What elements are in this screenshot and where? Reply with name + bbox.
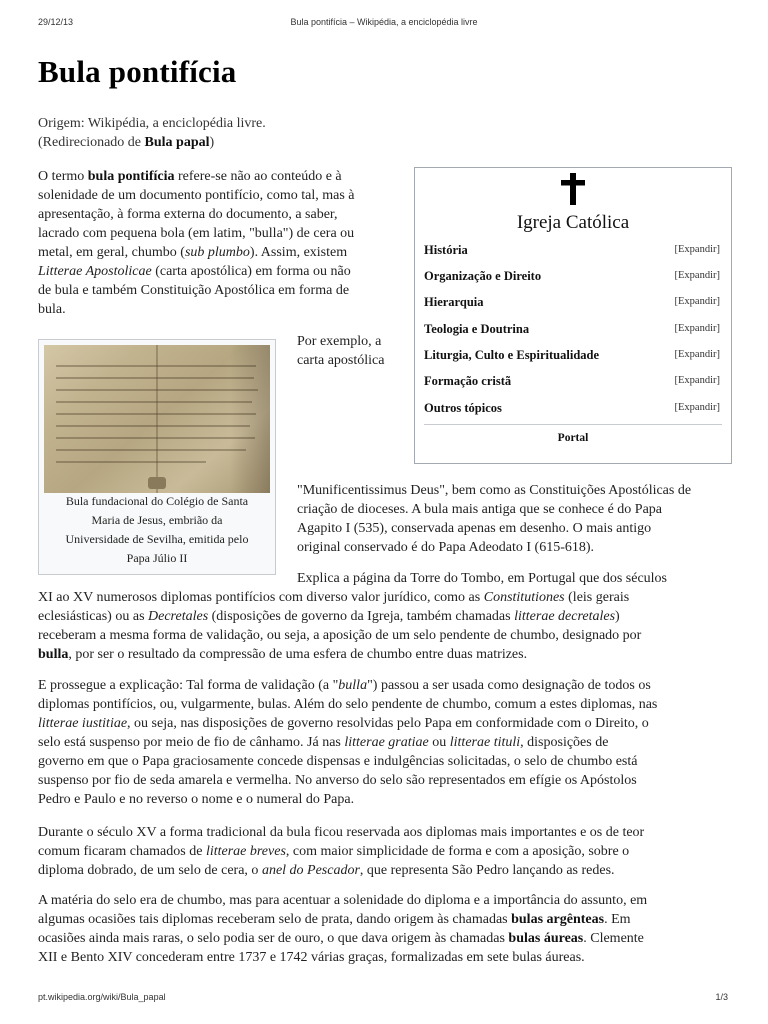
infobox-row-label[interactable]: Teologia e Doutrina (424, 322, 530, 336)
infobox-row-label[interactable]: Outros tópicos (424, 401, 502, 415)
print-header (0, 17, 768, 31)
infobox-row-outros (424, 396, 720, 422)
munificentissimus-paragraph: "Munificentissimus Deus", bem como as Constituições Apostólicas de criação de dioceses. A bula mais antiga que se conhece é do Papa Agapito I (535), conservada apenas em desenho. O mais antigo original conservado é do Papa Adeodato I (615-618). (297, 483, 692, 555)
redirect-link[interactable]: Bula papal (144, 135, 210, 150)
print-page-number: 1/3 (715, 992, 728, 1002)
print-footer (0, 992, 768, 1006)
infobox-row-label[interactable]: Liturgia, Culto e Espiritualidade (424, 348, 600, 362)
infobox-row-label[interactable]: Organização e Direito (424, 269, 542, 283)
portal-link[interactable]: Portal (557, 432, 589, 444)
infobox-row-label[interactable]: Formação cristã (424, 374, 512, 388)
print-title: Bula pontifícia – Wikipédia, a enciclopédia livre (290, 17, 478, 27)
print-date: 29/12/13 (38, 17, 74, 27)
materia-do-selo-paragraph: A matéria do selo era de chumbo, mas para acentuar a solenidade do diploma e a importância do assunto, em algumas ocasiões tais diplomas receberam selo de prata, dando origem às chamadas bulas argênteas. Em ocasiões ainda mais raras, o selo podia ser de ouro, o que dava origem às chamadas bulas áureas. Clemente XII e Bento XIV concederam entre 1737 e 1742 várias graças, formalizadas em sete bulas áureas. (38, 893, 648, 965)
bula-image-thumbnail (38, 339, 276, 575)
infobox-row-label[interactable]: História (424, 243, 468, 257)
infobox-row-historia (424, 238, 720, 264)
seculo-xv-paragraph: Durante o século XV a forma tradicional da bula ficou reservada aos diplomas mais importantes e os de teor comum ficaram chamados de litterae breves, com maior simplicidade de forma e com a aposição, sobre o diploma dobrado, de um selo de cera, o anel do Pescador, que representa São Pedro lançando as redes. (38, 825, 645, 878)
infobox-row-label[interactable]: Hierarquia (424, 295, 484, 309)
infobox-row-teologia (424, 317, 720, 343)
article-origin (38, 114, 266, 152)
infobox-row-organizacao (424, 264, 720, 290)
link-anel-do-pescador[interactable]: anel do Pescador (261, 863, 360, 878)
catholic-church-infobox (414, 167, 732, 464)
intro-paragraph: O termo bula pontifícia refere-se não ao conteúdo e à solenidade de um documento pontifício, como tal, mas à apresentação, à forma externa do documento, a saber, lacrado com pequena bola (em latim, "bulla") de cera ou metal, em geral, chumbo (sub plumbo). Assim, existem Litterae Apostolicae (carta apostólica) em forma ou não de bula e também Constituição Apostólica em forma de bula. (38, 169, 355, 317)
infobox-title: Igreja Católica (516, 212, 630, 233)
page-title: Bula pontifícia (38, 54, 237, 89)
expand-link[interactable]: [Expandir] (674, 375, 720, 386)
example-text: Por exemplo, a carta apostólica (297, 334, 385, 368)
latin-cross-icon (415, 172, 731, 211)
infobox-divider (424, 424, 722, 425)
torre-do-tombo-paragraph: Explica a página da Torre do Tombo, em Portugal que dos séculos XI ao XV numerosos diplomas pontifícios com diverso valor jurídico, como as Constitutiones (leis gerais eclesiásticas) ou as Decretales (disposições de governo da Igreja, também chamadas litterae decretales) receberam a mesma forma de validação, ou seja, a aposição de um selo pendente de chumbo, designado por bulla, por ser o resultado da compressão de uma esfera de chumbo entre duas matrizes. (38, 571, 667, 662)
infobox-row-liturgia (424, 343, 720, 369)
origin-text: Origem: Wikipédia, a enciclopédia livre. (38, 116, 266, 131)
expand-link[interactable]: [Expandir] (674, 296, 720, 307)
expand-link[interactable]: [Expandir] (674, 270, 720, 281)
image-caption: Bula fundacional do Colégio de Santa Maria de Jesus, embrião da Universidade de Sevilha, emitida pelo Papa Júlio II (65, 494, 249, 565)
print-url: pt.wikipedia.org/wiki/Bula_papal (38, 992, 166, 1002)
infobox-row-formacao (424, 369, 720, 395)
expand-link[interactable]: [Expandir] (674, 402, 720, 413)
term-bula-pontificia: bula pontifícia (87, 169, 175, 184)
expand-link[interactable]: [Expandir] (674, 349, 720, 360)
infobox-row-hierarquia (424, 290, 720, 316)
bula-parchment-image[interactable] (44, 345, 270, 493)
expand-link[interactable]: [Expandir] (674, 244, 720, 255)
lead-seal-icon (148, 477, 166, 489)
redirect-note: (Redirecionado de Bula papal) (38, 135, 215, 150)
explicacao-paragraph: E prossegue a explicação: Tal forma de validação (a "bulla") passou a ser usada como designação de todos os diplomas pontifícios, ou, vulgarmente, bulas. Além do selo pendente de chumbo, comum a estes diplomas, nas litterae iustitiae, ou seja, nas disposições de governo resolvidas pelo Papa em conformidade com o Direito, o selo está suspenso por meio de fio de cânhamo. Já nas litterae gratiae ou litterae tituli, disposições de governo em que o Papa graciosamente concede dispensas e indulgências solicitadas, o selo de chumbo está suspenso por fio de seda amarela e vermelha. No anverso do selo são representados em efígie os Apóstolos Pedro e Paulo e no reverso o nome e o numeral do Papa. (38, 678, 658, 807)
link-litterae-apostolicae[interactable]: Litterae Apostolicae (38, 264, 152, 279)
expand-link[interactable]: [Expandir] (674, 323, 720, 334)
